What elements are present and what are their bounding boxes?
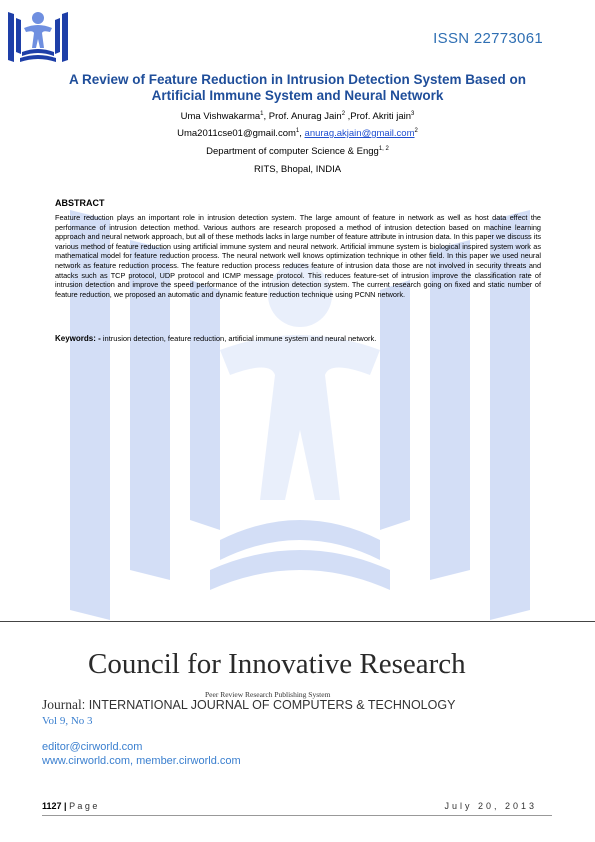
journal-label: Journal xyxy=(42,697,82,712)
council-name: Council for Innovative Research xyxy=(88,648,466,680)
keywords xyxy=(55,334,541,343)
email-2-link[interactable]: anurag.akjain@gmail.com xyxy=(304,128,415,140)
author-2: , Prof. Anurag Jain xyxy=(263,111,342,123)
editor-email[interactable]: editor@cirworld.com xyxy=(42,741,143,753)
email-1-sup: 1 xyxy=(295,128,300,134)
author-3: ,Prof. Akriti jain xyxy=(345,111,412,123)
footer-rule xyxy=(42,815,552,816)
paper-title xyxy=(40,72,555,104)
department xyxy=(0,146,595,157)
author-2-sup: 2 xyxy=(341,111,346,117)
peer-review-tagline: Peer Review Research Publishing System xyxy=(205,690,331,699)
department-sup: 1, 2 xyxy=(378,146,389,152)
keywords-text: intrusion detection, feature reduction, artificial immune system and neural network. xyxy=(100,334,377,343)
section-divider xyxy=(0,621,595,622)
title-line-2: Artificial Immune System and Neural Network xyxy=(151,88,444,103)
author-emails: Uma2011cse01@gmail.com$^1$, anurag.akjain@gmail.com$^2$ xyxy=(177,128,418,140)
website-links[interactable]: www.cirworld.com, member.cirworld.com xyxy=(42,755,241,767)
email-2-sup: 2 xyxy=(414,128,418,134)
issn-number: ISSN 22773061 xyxy=(433,30,543,47)
abstract-body: Feature reduction plays an important role in intrusion detection system. The large amount of feature in network as well as host data effect the performance of intrusion detection method. Various authors are research proposed a method of intrusion detection based on machine learning approach and neural network approach, but all of these methods lacks in large number of feature attribute in intrusion data. In this paper we discuss its various method of feature reduction using artificial immune system and neural network. Artificial immune system is biological inspired system work as mathematical model for feature reduction process. The neural network well knows optimization technique in other field. In this paper we used neural network as feature reduction process. The feature reduction process reduces feature of intrusion data those are not involved in security threats and attacks such as TCP protocol, UDP protocol and ICMP message protocol. This reduces feature-set of intrusion improve the classification rate of intrusion detection and improve the speed performance of the intrusion detection system. The current research going on fixed and static number of feature reduction, we proposed an automatic and dynamic feature reduction technique using PCNN network. xyxy=(55,213,541,299)
keywords-label: Keywords: - xyxy=(55,334,101,343)
volume-info: Vol 9, No 3 xyxy=(42,715,93,727)
email-1: Uma2011cse01@gmail.com xyxy=(177,128,296,140)
page-number-value: 1127 xyxy=(42,801,62,811)
page-number xyxy=(42,801,97,811)
department-text: Department of computer Science & Engg xyxy=(206,146,379,158)
journal-line xyxy=(42,697,455,713)
title-line-1: A Review of Feature Reduction in Intrusion Detection System Based on xyxy=(68,72,527,87)
abstract-heading: ABSTRACT xyxy=(55,198,105,208)
publication-date: July 20, 2013 xyxy=(444,801,537,811)
institution: RITS, Bhopal, INDIA xyxy=(253,164,342,175)
page-word: P a g e xyxy=(69,801,98,811)
author-list xyxy=(0,111,595,122)
page-separator: | xyxy=(61,801,70,811)
journal-name: : INTERNATIONAL JOURNAL OF COMPUTERS & TECHNOLOGY xyxy=(81,698,456,712)
author-1-sup: 1 xyxy=(260,111,264,117)
publisher-logo xyxy=(6,4,70,66)
author-3-sup: 3 xyxy=(411,111,415,117)
author-1: Uma Vishwakarma xyxy=(180,111,261,123)
